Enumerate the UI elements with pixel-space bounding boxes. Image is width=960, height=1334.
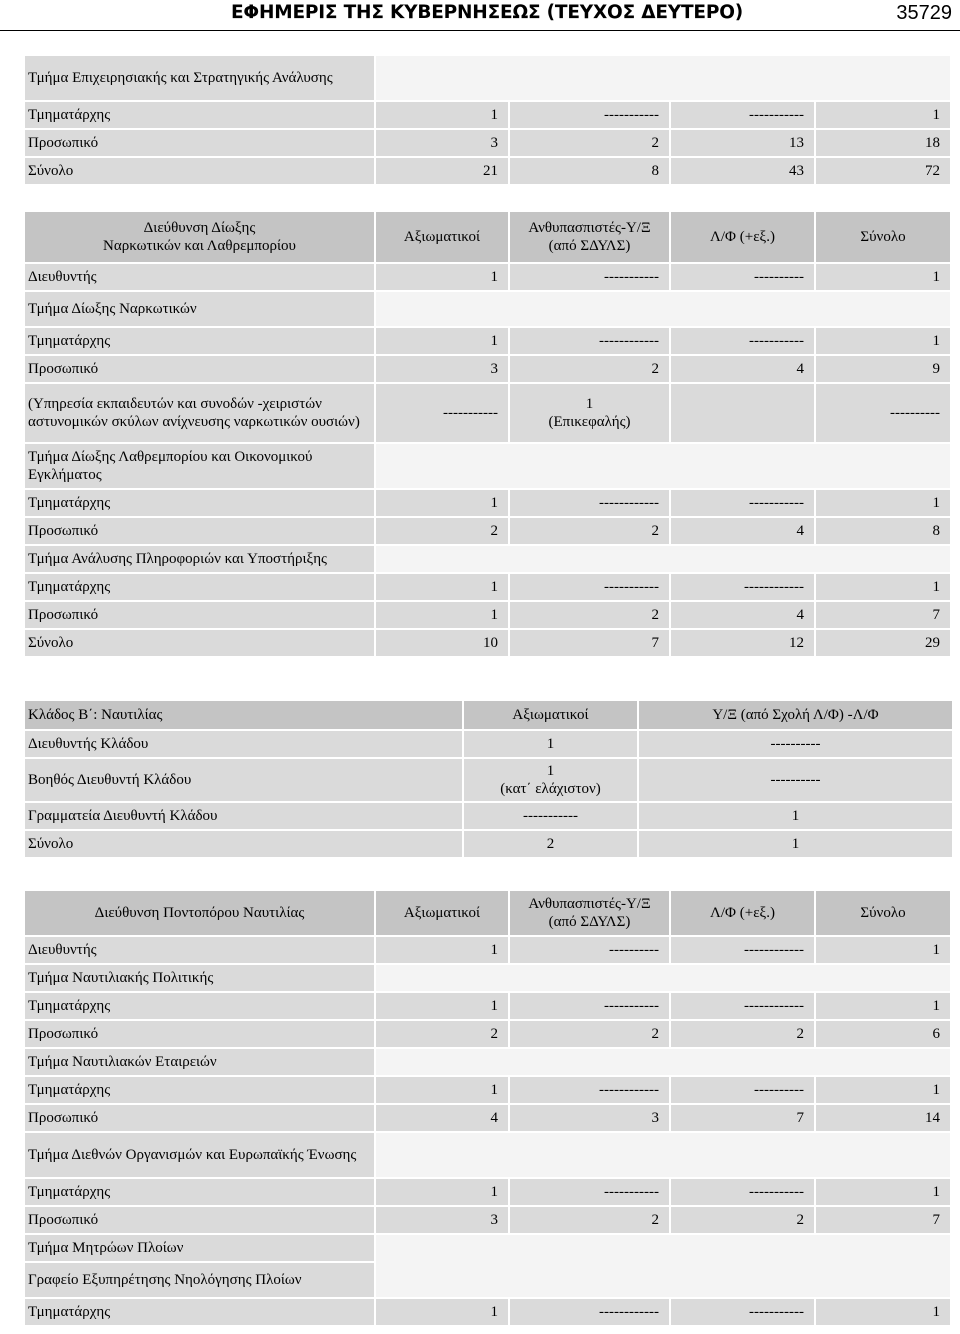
row-label: Γραμματεία Διευθυντή Κλάδου [25, 803, 462, 829]
header-row [25, 701, 952, 729]
table-ocean-shipping-directorate [23, 889, 952, 1327]
page-number: 35729 [896, 2, 952, 24]
cell: ----------- [510, 1179, 669, 1205]
section-row [25, 292, 950, 326]
cell: 10 [376, 630, 508, 656]
cell: 1 [376, 993, 508, 1019]
cell: 3 [510, 1105, 669, 1131]
cell: 4 [376, 1105, 508, 1131]
table-row [25, 1077, 950, 1103]
cell: 4 [671, 518, 814, 544]
table-row [25, 731, 952, 757]
table-row [25, 1207, 950, 1233]
cell: 7 [671, 1105, 814, 1131]
section-title: Γραφείο Εξυπηρέτησης Νηολόγησης Πλοίων [25, 1263, 374, 1297]
cell: 1 [816, 1077, 950, 1103]
table-row [25, 1021, 950, 1047]
table-drug-smuggling-directorate [23, 210, 952, 658]
row-label: Σύνολο [25, 158, 374, 184]
empty-cell [376, 56, 950, 100]
cell: ----------- [510, 993, 669, 1019]
column-header: Σύνολο [816, 212, 950, 262]
cell: 1 [816, 264, 950, 290]
table-row [25, 602, 950, 628]
cell [671, 384, 814, 442]
row-label: Τμηματάρχης [25, 102, 374, 128]
row-label: Τμηματάρχης [25, 993, 374, 1019]
table-row [25, 356, 950, 382]
cell: 12 [671, 630, 814, 656]
cell: 14 [816, 1105, 950, 1131]
table-row [25, 993, 950, 1019]
row-label: Τμηματάρχης [25, 1077, 374, 1103]
section-row [25, 56, 950, 100]
cell: ---------- [639, 731, 952, 757]
section-title: Τμήμα Δίωξης Ναρκωτικών [25, 292, 374, 326]
table-row [25, 264, 950, 290]
total-row [25, 158, 950, 184]
cell: 29 [816, 630, 950, 656]
column-header: Υ/Ξ (από Σχολή Λ/Φ) -Λ/Φ [639, 701, 952, 729]
cell: 2 [671, 1021, 814, 1047]
cell: 2 [510, 356, 669, 382]
cell: ---------- [671, 264, 814, 290]
cell: 2 [510, 602, 669, 628]
section-title: Τμήμα Διεθνών Οργανισμών και Ευρωπαϊκής Ένωσης [25, 1133, 374, 1177]
table-operational-analysis [23, 54, 952, 186]
gazette-title: ΕΦΗΜΕΡΙΣ ΤΗΣ ΚΥΒΕΡΝΗΣΕΩΣ (ΤΕΥΧΟΣ ΔΕΥΤΕΡΟ) [231, 2, 743, 23]
cell: ----------- [671, 102, 814, 128]
cell: 7 [816, 1207, 950, 1233]
row-label: (Υπηρεσία εκπαιδευτών και συνοδών -χειριστών αστυνομικών σκύλων ανίχνευσης ναρκωτικών ουσιών) [25, 384, 374, 442]
total-row [25, 831, 952, 857]
row-label: Τμηματάρχης [25, 328, 374, 354]
cell: 7 [816, 602, 950, 628]
table-row [25, 574, 950, 600]
column-header: Διεύθυνση Ποντοπόρου Ναυτιλίας [25, 891, 374, 935]
cell: ----------- [510, 574, 669, 600]
section-row [25, 546, 950, 572]
cell: ---------- [671, 1077, 814, 1103]
cell: 2 [671, 1207, 814, 1233]
cell: ------------ [510, 1299, 669, 1325]
cell: 1 [376, 1077, 508, 1103]
cell: 2 [510, 1021, 669, 1047]
cell: ----------- [510, 102, 669, 128]
table-row [25, 937, 950, 963]
cell: ----------- [671, 1179, 814, 1205]
cell: 72 [816, 158, 950, 184]
cell: 1 [816, 328, 950, 354]
empty-cell [376, 965, 950, 991]
section-title: Τμήμα Επιχειρησιακής και Στρατηγικής Ανάλυσης [25, 56, 374, 100]
cell: 1 [376, 490, 508, 516]
cell: ------------ [671, 574, 814, 600]
cell: 2 [464, 831, 637, 857]
row-label: Διευθυντής [25, 264, 374, 290]
column-header: Λ/Φ (+εξ.) [671, 891, 814, 935]
empty-cell [376, 1133, 950, 1177]
cell: 1 [376, 328, 508, 354]
section-title: Τμήμα Ναυτιλιακής Πολιτικής [25, 965, 374, 991]
row-label: Διευθυντής Κλάδου [25, 731, 462, 757]
cell: 1 [464, 731, 637, 757]
cell: ----------- [671, 328, 814, 354]
empty-cell [376, 546, 950, 572]
row-label: Προσωπικό [25, 518, 374, 544]
column-header: Ανθυπασπιστές-Υ/Ξ (από ΣΔΥΛΣ) [510, 212, 669, 262]
cell: 1 [816, 574, 950, 600]
cell: ------------ [510, 328, 669, 354]
cell: 3 [376, 356, 508, 382]
section-title: Τμήμα Ναυτιλιακών Εταιρειών [25, 1049, 374, 1075]
row-label: Διευθυντής [25, 937, 374, 963]
cell: ------------ [671, 993, 814, 1019]
column-header: Διεύθυνση Δίωξης Ναρκωτικών και Λαθρεμπορίου [25, 212, 374, 262]
row-label: Προσωπικό [25, 1105, 374, 1131]
table-shipping-branch [23, 699, 954, 859]
row-label: Προσωπικό [25, 130, 374, 156]
row-label: Προσωπικό [25, 1207, 374, 1233]
cell: ----------- [510, 264, 669, 290]
cell: 1 [376, 602, 508, 628]
column-header: Κλάδος Β΄: Ναυτιλίας [25, 701, 462, 729]
cell: 1 [816, 937, 950, 963]
cell: 2 [376, 518, 508, 544]
cell: ---------- [510, 937, 669, 963]
table-row [25, 490, 950, 516]
cell: ----------- [376, 384, 508, 442]
cell: 4 [671, 602, 814, 628]
section-title: Τμήμα Δίωξης Λαθρεμπορίου και Οικονομικού Εγκλήματος [25, 444, 374, 488]
cell: 1 [639, 803, 952, 829]
section-row [25, 1133, 950, 1177]
cell: 2 [376, 1021, 508, 1047]
column-header: Σύνολο [816, 891, 950, 935]
table-row [25, 1179, 950, 1205]
cell: 1 [639, 831, 952, 857]
row-label: Βοηθός Διευθυντή Κλάδου [25, 759, 462, 801]
row-label: Προσωπικό [25, 602, 374, 628]
column-header: Λ/Φ (+εξ.) [671, 212, 814, 262]
cell: 1 (κατ΄ ελάχιστον) [464, 759, 637, 801]
empty-cell [376, 292, 950, 326]
cell: 7 [510, 630, 669, 656]
cell: ------------ [510, 490, 669, 516]
cell: 1 [376, 937, 508, 963]
cell: 3 [376, 1207, 508, 1233]
cell: 1 [376, 1299, 508, 1325]
cell: 8 [816, 518, 950, 544]
row-label: Τμηματάρχης [25, 1299, 374, 1325]
section-row [25, 1049, 950, 1075]
section-row [25, 965, 950, 991]
empty-cell [376, 1235, 950, 1297]
cell: 18 [816, 130, 950, 156]
table-row [25, 102, 950, 128]
empty-cell [376, 444, 950, 488]
table-row [25, 518, 950, 544]
cell: ----------- [671, 490, 814, 516]
row-label: Προσωπικό [25, 1021, 374, 1047]
cell: 1 [816, 1179, 950, 1205]
total-row [25, 630, 950, 656]
table-row [25, 759, 952, 801]
header-row [25, 212, 950, 262]
cell: 1 [376, 264, 508, 290]
cell: 1 [376, 574, 508, 600]
cell: 1 [816, 993, 950, 1019]
cell: 1 [816, 102, 950, 128]
column-header: Ανθυπασπιστές-Υ/Ξ (από ΣΔΥΛΣ) [510, 891, 669, 935]
section-title: Τμήμα Ανάλυσης Πληροφοριών και Υποστήριξης [25, 546, 374, 572]
table-row [25, 1105, 950, 1131]
cell: 1 [816, 1299, 950, 1325]
cell: 2 [510, 518, 669, 544]
cell: 13 [671, 130, 814, 156]
column-header: Αξιωματικοί [464, 701, 637, 729]
column-header: Αξιωματικοί [376, 212, 508, 262]
cell: 9 [816, 356, 950, 382]
cell: ----------- [671, 1299, 814, 1325]
cell: 1 [376, 1179, 508, 1205]
cell: 2 [510, 1207, 669, 1233]
cell: 1 (Επικεφαλής) [510, 384, 669, 442]
page-header [0, 0, 960, 31]
table-row [25, 1299, 950, 1325]
cell: 2 [510, 130, 669, 156]
cell: 4 [671, 356, 814, 382]
row-label: Τμηματάρχης [25, 490, 374, 516]
cell: 1 [376, 102, 508, 128]
cell: ----------- [464, 803, 637, 829]
empty-cell [376, 1049, 950, 1075]
row-label: Σύνολο [25, 630, 374, 656]
cell: ---------- [816, 384, 950, 442]
row-label: Προσωπικό [25, 356, 374, 382]
cell: 43 [671, 158, 814, 184]
cell: ---------- [639, 759, 952, 801]
row-label: Τμηματάρχης [25, 574, 374, 600]
cell: 8 [510, 158, 669, 184]
table-row [25, 328, 950, 354]
cell: 6 [816, 1021, 950, 1047]
table-row [25, 384, 950, 442]
column-header: Αξιωματικοί [376, 891, 508, 935]
section-title: Τμήμα Μητρώων Πλοίων [25, 1235, 374, 1261]
row-label: Σύνολο [25, 831, 462, 857]
cell: 1 [816, 490, 950, 516]
cell: 21 [376, 158, 508, 184]
table-row [25, 130, 950, 156]
section-row [25, 444, 950, 488]
header-row [25, 891, 950, 935]
cell: ------------ [671, 937, 814, 963]
section-row [25, 1235, 950, 1261]
table-row [25, 803, 952, 829]
cell: ------------ [510, 1077, 669, 1103]
cell: 3 [376, 130, 508, 156]
row-label: Τμηματάρχης [25, 1179, 374, 1205]
